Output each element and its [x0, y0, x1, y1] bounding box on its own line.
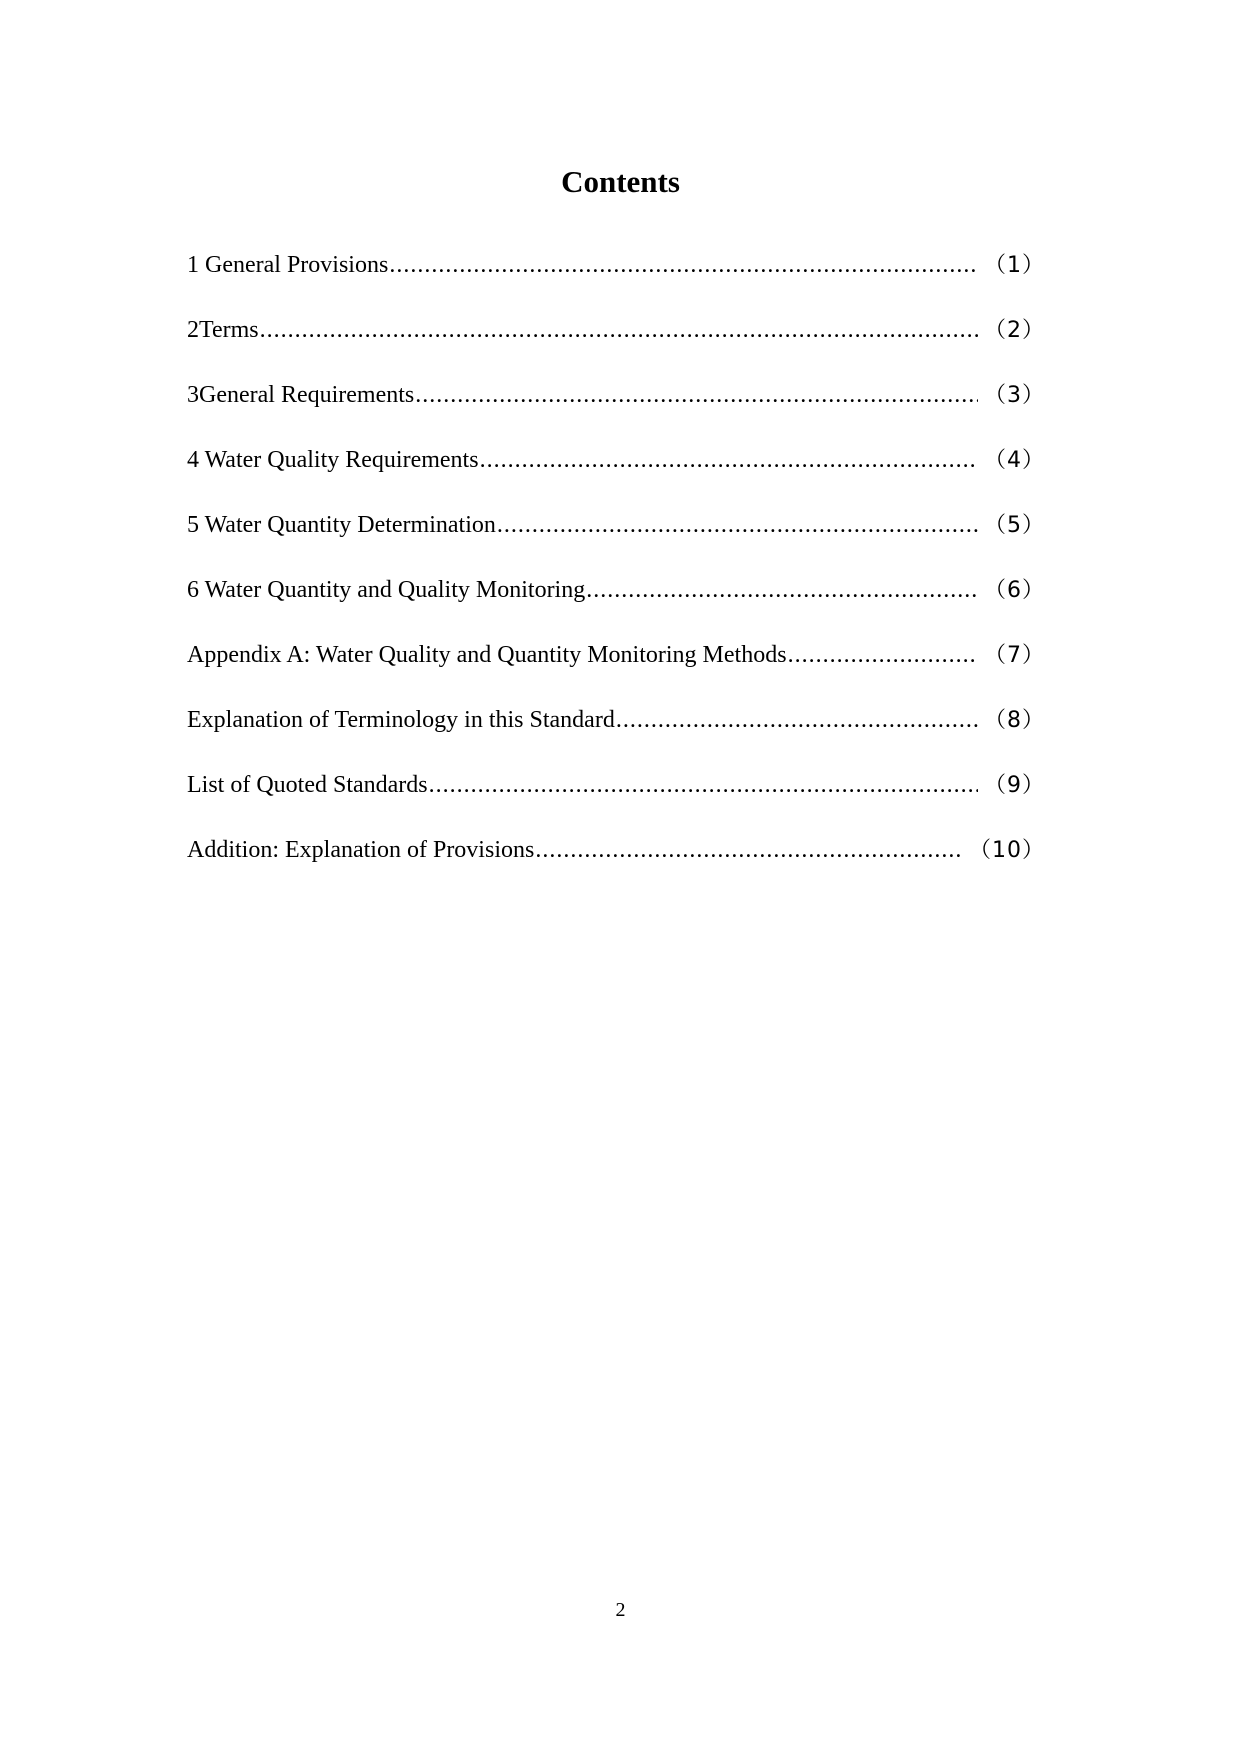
toc-entry-label: 1 General Provisions: [187, 252, 389, 278]
toc-dot-leader: [616, 705, 978, 735]
toc-entry-page: （5）: [984, 513, 1045, 538]
toc-entry[interactable]: [187, 380, 1045, 445]
toc-entry-page: （10）: [969, 838, 1045, 863]
toc-entry-label: 6 Water Quantity and Quality Monitoring: [187, 577, 586, 603]
toc-dot-leader: [480, 445, 978, 475]
toc-entry[interactable]: [187, 640, 1045, 705]
toc-entry[interactable]: [187, 835, 1045, 900]
toc-entry-label: List of Quoted Standards: [187, 772, 428, 798]
toc-entry[interactable]: [187, 575, 1045, 640]
toc-dot-leader: [260, 315, 978, 345]
toc-entry[interactable]: [187, 250, 1045, 315]
toc-entry-page: （1）: [984, 253, 1045, 278]
toc-entry-label: Appendix A: Water Quality and Quantity Monitoring Methods: [187, 642, 787, 668]
toc-dot-leader: [389, 250, 978, 280]
toc-entry-label: 3General Requirements: [187, 382, 415, 408]
toc-entry-label: 5 Water Quantity Determination: [187, 512, 496, 538]
toc-entry-page: （3）: [984, 383, 1045, 408]
toc-entry-page: （6）: [984, 578, 1045, 603]
toc-entry[interactable]: [187, 510, 1045, 575]
page-title: Contents: [561, 164, 680, 199]
toc-entry[interactable]: [187, 770, 1045, 835]
toc-dot-leader: [535, 835, 963, 865]
toc-dot-leader: [586, 575, 978, 605]
toc-entry[interactable]: [187, 445, 1045, 510]
toc-entry-page: （4）: [984, 448, 1045, 473]
toc-dot-leader: [429, 770, 978, 800]
toc-entry-page: （8）: [984, 708, 1045, 733]
page-number: 2: [615, 1599, 626, 1621]
toc-entry-label: 4 Water Quality Requirements: [187, 447, 479, 473]
toc-entry-label: Explanation of Terminology in this Standard: [187, 707, 615, 733]
toc-entry[interactable]: [187, 315, 1045, 380]
toc-entry-page: （7）: [984, 643, 1045, 668]
toc-entry-page: （9）: [984, 773, 1045, 798]
toc-dot-leader: [415, 380, 978, 410]
table-of-contents: [187, 250, 1045, 900]
toc-entry-page: （2）: [984, 318, 1045, 343]
toc-entry-label: Addition: Explanation of Provisions: [187, 837, 535, 863]
toc-dot-leader: [788, 640, 978, 670]
toc-entry-label: 2Terms: [187, 317, 259, 343]
toc-dot-leader: [497, 510, 978, 540]
toc-entry[interactable]: [187, 705, 1045, 770]
